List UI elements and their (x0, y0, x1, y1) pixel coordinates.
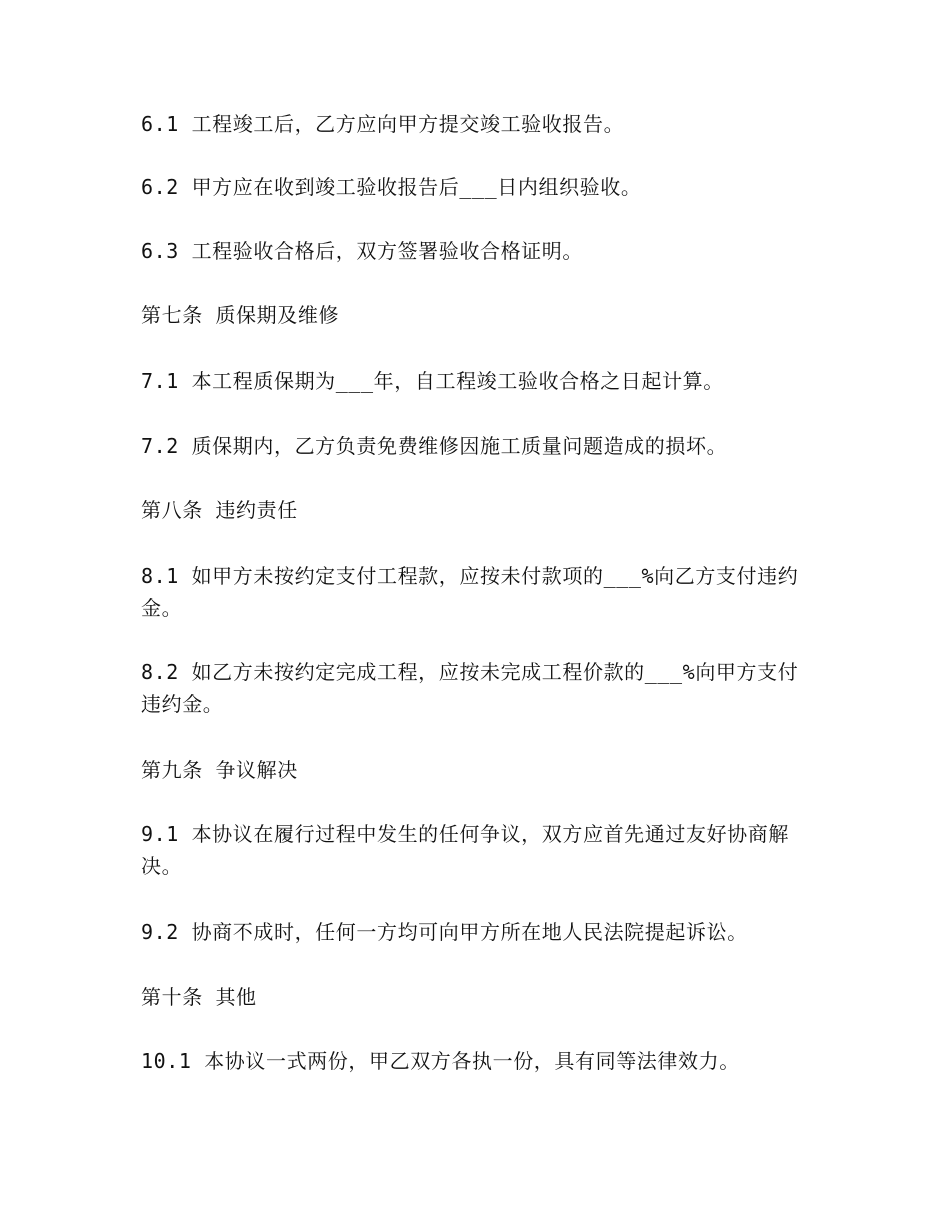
article-9-heading: 第九条 争议解决 (141, 758, 298, 782)
clause-7-2: 7.2 质保期内，乙方负责免费维修因施工质量问题造成的损坏。 (141, 434, 728, 458)
clause-9-1: 9.1 本协议在履行过程中发生的任何争议，双方应首先通过友好协商解决。 (141, 822, 789, 878)
clause-6-1: 6.1 工程竣工后，乙方应向甲方提交竣工验收报告。 (141, 112, 625, 136)
clause-6-2: 6.2 甲方应在收到竣工验收报告后___日内组织验收。 (141, 175, 642, 199)
clause-9-2: 9.2 协商不成时，任何一方均可向甲方所在地人民法院提起诉讼。 (141, 920, 748, 944)
article-8-heading: 第八条 违约责任 (141, 498, 298, 522)
clause-7-1: 7.1 本工程质保期为___年，自工程竣工验收合格之日起计算。 (141, 369, 724, 393)
clause-6-3: 6.3 工程验收合格后，双方签署验收合格证明。 (141, 239, 583, 263)
article-7-heading: 第七条 质保期及维修 (141, 303, 340, 327)
clause-8-2: 8.2 如乙方未按约定完成工程，应按未完成工程价款的___%向甲方支付违约金。 (141, 660, 799, 716)
article-10-heading: 第十条 其他 (141, 985, 257, 1009)
clause-10-1: 10.1 本协议一式两份，甲乙双方各执一份，具有同等法律效力。 (141, 1049, 740, 1073)
clause-8-1: 8.1 如甲方未按约定支付工程款，应按未付款项的___%向乙方支付违约金。 (141, 564, 799, 620)
